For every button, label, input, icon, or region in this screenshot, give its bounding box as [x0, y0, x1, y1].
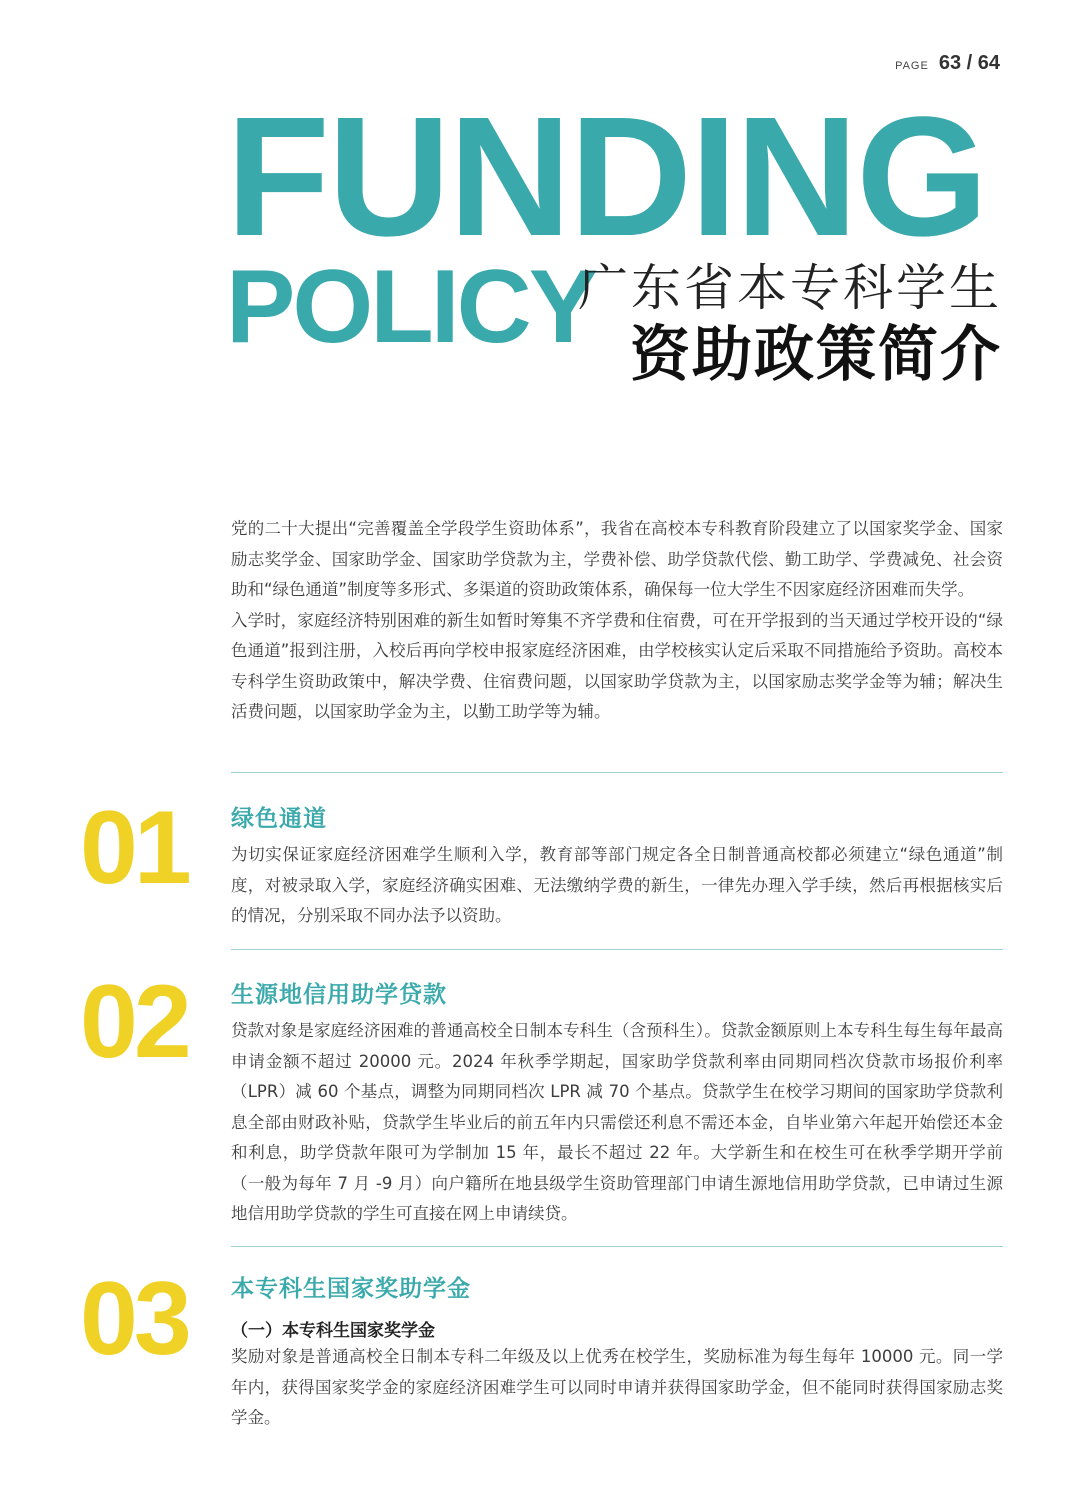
section-number-02: 02: [80, 964, 188, 1080]
page-label: PAGE: [895, 60, 929, 72]
section-title-student-loan: 生源地信用助学贷款: [231, 982, 447, 1008]
intro-text: [231, 514, 1003, 728]
intro-paragraph-2: 入学时，家庭经济特别困难的新生如暂时筹集不齐学费和住宿费，可在开学报到的当天通过学校开设的“绿色通道”报到注册，入校后再向学校申报家庭经济困难，由学校核实认定后采取不同措施给予资助。高校本专科学生资助政策中，解决学费、住宿费问题，以国家助学贷款为主，以国家励志奖学金等为辅；解决生活费问题，以国家助学金为主，以勤工助学等为辅。: [231, 610, 1003, 721]
section-body-student-loan: [231, 1016, 1003, 1230]
section-text: 奖励对象是普通高校全日制本专科二年级及以上优秀在校学生，奖励标准为每生每年 10000 元。同一学年内，获得国家奖学金的家庭经济困难学生可以同时申请并获得国家助学金，但不能同时获得国家励志奖学金。: [231, 1347, 1003, 1427]
title-policy: POLICY: [226, 249, 596, 365]
divider: [231, 949, 1003, 950]
section-body-scholarship: [231, 1342, 1003, 1434]
page-indicator: [895, 52, 1000, 75]
section-body-green-channel: [231, 840, 1003, 932]
section-number-01: 01: [80, 790, 188, 906]
section-number-03: 03: [80, 1261, 188, 1377]
title-cn-line2: 资助政策简介: [630, 320, 1002, 390]
divider: [231, 1246, 1003, 1247]
section-title-scholarship: 本专科生国家奖助学金: [231, 1276, 471, 1302]
divider: [231, 772, 1003, 773]
title-cn-line1: 广东省本专科学生: [578, 259, 1002, 317]
section-text: 贷款对象是家庭经济困难的普通高校全日制本专科生（含预科生）。贷款金额原则上本专科生每生每年最高申请金额不超过 20000 元。2024 年秋季学期起，国家助学贷款利率由同期同档次贷款市场报价利率（LPR）减 60 个基点，调整为同期同档次 LPR 减 70 个基点。贷款学生在校学习期间的国家助学贷款利息全部由财政补贴，贷款学生毕业后的前五年内只需偿还利息不需还本金，自毕业第六年起开始偿还本金和利息，助学贷款年限可为学制加 15 年，最长不超过 22 年。大学新生和在校生可在秋季学期开学前（一般为每年 7 月 -9 月）向户籍所在地县级学生资助管理部门申请生源地信用助学贷款，已申请过生源地信用助学贷款的学生可直接在网上申请续贷。: [231, 1021, 1003, 1223]
page-number: 63 / 64: [938, 52, 1000, 74]
intro-paragraph-1: 党的二十大提出“完善覆盖全学段学生资助体系”，我省在高校本专科教育阶段建立了以国家奖学金、国家励志奖学金、国家助学金、国家助学贷款为主，学费补偿、助学贷款代偿、勤工助学、学费减免、社会资助和“绿色通道”制度等多形式、多渠道的资助政策体系，确保每一位大学生不因家庭经济困难而失学。: [231, 519, 1003, 599]
title-funding: FUNDING: [226, 82, 987, 272]
section-title-green-channel: 绿色通道: [231, 806, 327, 832]
section-text: 为切实保证家庭经济困难学生顺利入学，教育部等部门规定各全日制普通高校都必须建立“绿色通道”制度，对被录取入学，家庭经济确实困难、无法缴纳学费的新生，一律先办理入学手续，然后再根据核实后的情况，分别采取不同办法予以资助。: [231, 845, 1003, 925]
section-subtitle-scholarship: （一）本专科生国家奖学金: [231, 1321, 435, 1341]
